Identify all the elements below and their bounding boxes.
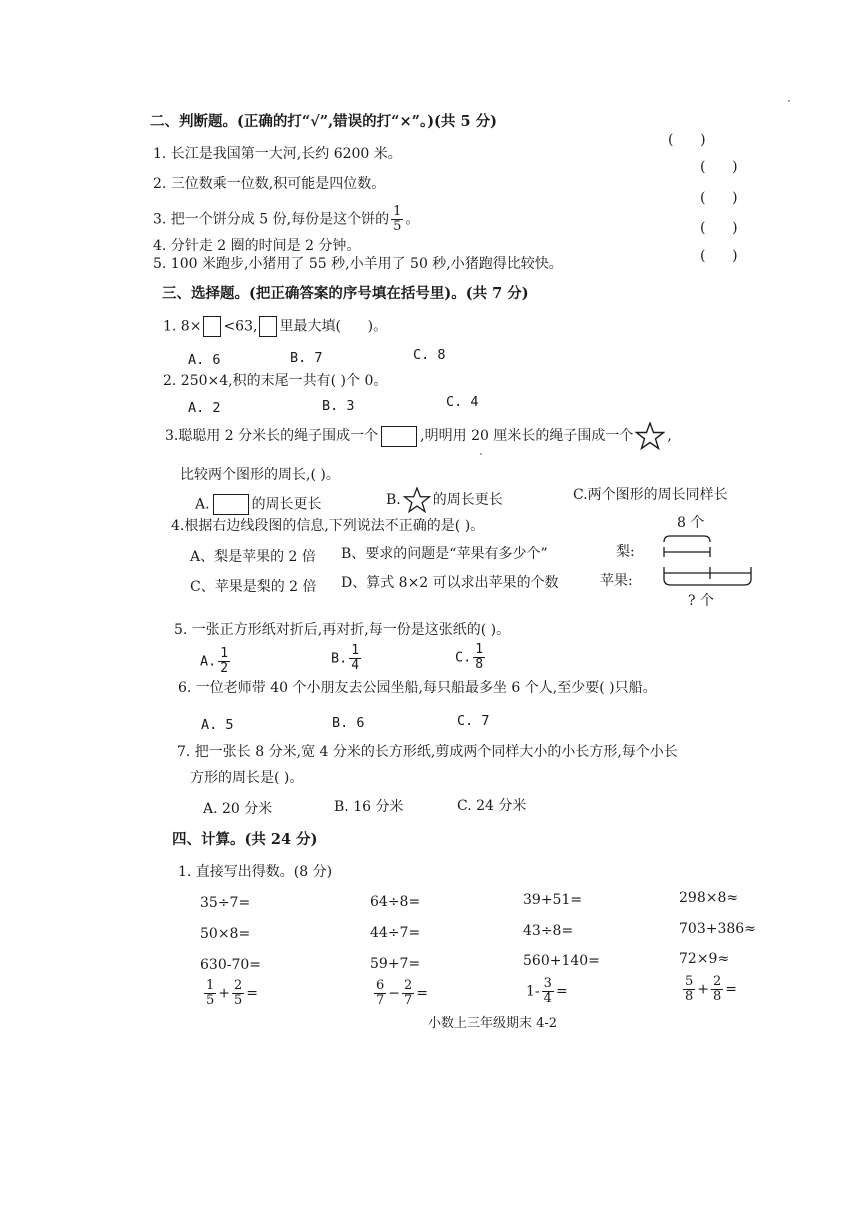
calc-item: 50×8= (200, 926, 251, 942)
calc-fraction-item: $\frac{1}{5}$ + $\frac{2}{5}$ = (206, 978, 259, 1008)
page-footer: 小数上三年级期末 4-2 (428, 1016, 558, 1031)
q1-option-a: A. 6 (188, 352, 221, 368)
q3-option-a: A. 的周长更长 (195, 494, 322, 515)
q6-option-c: C. 7 (457, 713, 490, 729)
q7-option-a: A. 20 分米 (203, 801, 273, 817)
judge-item-3: 3. 把一个饼分成 5 份,每份是这个饼的 $\frac{1}{5}$ 。 (153, 204, 420, 234)
star-icon (403, 487, 431, 513)
section4-header: 四、计算。(共 24 分) (172, 831, 318, 848)
answer-blank: ( ) (700, 190, 738, 206)
calc-item: 44÷7= (370, 925, 421, 941)
q1-option-c: C. 8 (413, 347, 446, 363)
choice-q1: 1. 8× <63, 里最大填( )。 (163, 316, 387, 337)
calc-item: 35÷7= (200, 895, 251, 911)
calc-item: 39+51= (523, 892, 583, 908)
q6-option-b: B. 6 (332, 715, 365, 731)
q3-option-c: C.两个图形的周长同样长 (573, 487, 728, 503)
calc-item: 59+7= (370, 956, 421, 972)
q4-option-c: C、苹果是梨的 2 倍 (190, 579, 317, 595)
judge-item-1: 1. 长江是我国第一大河,长约 6200 米。 (153, 146, 402, 162)
scan-speck (788, 100, 790, 102)
choice-q6: 6. 一位老师带 40 个小朋友去公园坐船,每只船最多坐 6 个人,至少要( )只船。 (178, 680, 657, 696)
q1-option-b: B. 7 (290, 350, 323, 366)
judge-item-4: 4. 分针走 2 圈的时间是 2 分钟。 (153, 238, 361, 254)
answer-blank: ( ) (700, 220, 738, 236)
section2-header: 二、判断题。(正确的打“√”,错误的打“×”。)(共 5 分) (150, 113, 497, 130)
q4-option-d: D、算式 8×2 可以求出苹果的个数 (341, 575, 559, 591)
diagram-bottom-label: ? 个 (688, 593, 714, 609)
rectangle-shape (381, 426, 417, 447)
scan-speck (480, 453, 482, 455)
q2-option-c: C. 4 (446, 394, 479, 410)
calc-fraction-item: $\frac{5}{8}$ + $\frac{2}{8}$ = (685, 974, 738, 1004)
fraction: $\frac{1}{4}$ (351, 643, 360, 673)
fraction: $\frac{1}{5}$ (393, 204, 402, 234)
calc-item: 630-70= (200, 957, 261, 973)
choice-q7-line2: 方形的周长是( )。 (190, 770, 304, 786)
answer-blank: ( ) (700, 159, 738, 175)
q4-option-a: A、梨是苹果的 2 倍 (190, 549, 316, 565)
q5-option-a: A. $\frac{1}{2}$ (200, 646, 229, 676)
q5-option-b: B. $\frac{1}{4}$ (331, 643, 360, 673)
q7-option-c: C. 24 分米 (457, 798, 527, 814)
fraction: $\frac{1}{2}$ (220, 646, 229, 676)
diagram-pear-label: 梨: (616, 544, 635, 560)
q3-option-b: B. 的周长更长 (386, 487, 503, 513)
segment-diagram (655, 533, 765, 595)
answer-blank: ( ) (700, 248, 738, 264)
choice-q2: 2. 250×4,积的末尾一共有( )个 0。 (163, 373, 388, 389)
choice-q7-line1: 7. 把一张长 8 分米,宽 4 分米的长方形纸,剪成两个同样大小的小长方形,每个小长 (177, 744, 678, 760)
section3-header: 三、选择题。(把正确答案的序号填在括号里)。(共 7 分) (162, 285, 529, 302)
q4-option-b: B、要求的问题是“苹果有多少个” (341, 546, 548, 562)
calc-fraction-item: 1- $\frac{3}{4}$ = (526, 976, 568, 1006)
calc-item: 43÷8= (523, 923, 574, 939)
blank-square (203, 316, 221, 337)
judge-item-2: 2. 三位数乘一位数,积可能是四位数。 (153, 176, 386, 192)
calc-item: 560+140= (523, 953, 600, 969)
q3-line2: 比较两个图形的周长,( )。 (180, 467, 340, 483)
q6-option-a: A. 5 (201, 717, 234, 733)
calc-item: 703+386≈ (679, 921, 756, 937)
choice-q4: 4.根据右边线段图的信息,下列说法不正确的是( )。 (171, 518, 485, 534)
q5-option-c: C. $\frac{1}{8}$ (455, 642, 484, 672)
q2-option-b: B. 3 (322, 398, 355, 414)
section4-sub1: 1. 直接写出得数。(8 分) (178, 864, 333, 880)
calc-item: 64÷8= (370, 894, 421, 910)
blank-square (259, 316, 277, 337)
rectangle-shape (213, 494, 249, 515)
calc-item: 72×9≈ (679, 951, 730, 967)
judge-item-5: 5. 100 米跑步,小猪用了 55 秒,小羊用了 50 秒,小猪跑得比较快。 (153, 256, 563, 272)
q7-option-b: B. 16 分米 (334, 799, 404, 815)
q2-option-a: A. 2 (188, 400, 221, 416)
calc-fraction-item: $\frac{6}{7}$ − $\frac{2}{7}$ = (376, 978, 429, 1008)
diagram-top-label: 8 个 (677, 515, 705, 531)
calc-item: 298×8≈ (679, 890, 739, 906)
star-icon (635, 422, 665, 450)
fraction: $\frac{1}{8}$ (475, 642, 484, 672)
answer-blank: ( ) (668, 132, 706, 148)
choice-q5: 5. 一张正方形纸对折后,再对折,每一份是这张纸的( )。 (174, 622, 511, 638)
diagram-apple-label: 苹果: (600, 573, 633, 589)
choice-q3: 3.聪聪用 2 分米长的绳子围成一个 ,明明用 20 厘米长的绳子围成一个 , (165, 422, 672, 450)
